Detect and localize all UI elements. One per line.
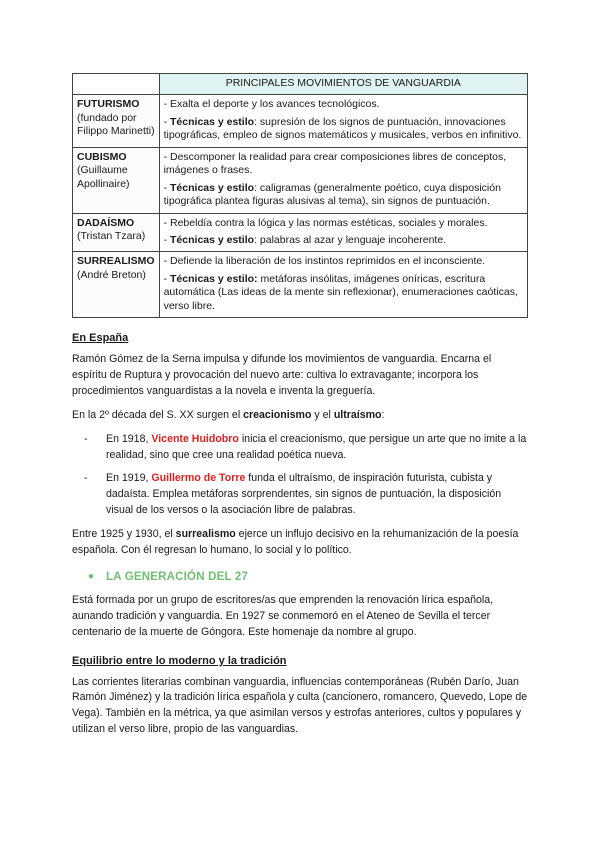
paragraph-surrealismo: [72, 527, 528, 559]
movement-line: - Exalta el deporte y los avances tecnológicos.: [163, 98, 380, 111]
text-run: :: [381, 408, 385, 421]
table-row: [73, 147, 528, 213]
technique-label: Técnicas y estilo: [170, 115, 255, 128]
movement-line: - Descomponer la realidad para crear composiciones libres de conceptos, imágenes o frases.: [163, 150, 507, 177]
paragraph-generation: Está formada por un grupo de escritores/as que emprenden la renovación lírica española, aunando tradición y vanguardia. En 1927 se conmemoró en el Ateneo de Sevilla el tercer centenario de la muerte de Góngora. Este homenaje da nombre al grupo.: [72, 593, 494, 638]
movement-name-cell: [73, 95, 160, 147]
table-corner-cell: [73, 74, 160, 95]
generation-heading: [88, 571, 528, 583]
text-run: En 1918,: [106, 432, 152, 445]
movement-author: (André Breton): [77, 268, 146, 281]
movement-name-cell: [73, 147, 160, 213]
text-run: Entre 1925 y 1930, el: [72, 528, 176, 541]
table-row: [73, 213, 528, 252]
table-row: [73, 252, 528, 318]
dash-prefix: -: [163, 181, 171, 194]
term-surrealismo: surrealismo: [175, 528, 236, 541]
movement-technique: [164, 234, 523, 247]
movement-name: DADAÍSMO: [77, 216, 135, 229]
text-run: ejerce un influjo decisivo en la rehumanización de la poesía española. Con él regresan lo humano, lo social y lo político.: [72, 528, 519, 557]
movement-author: (Guillaume Apollinaire): [77, 164, 130, 190]
bullet-icon: ●: [88, 571, 95, 583]
movement-technique: [164, 116, 523, 143]
technique-text: : palabras al azar y lenguaje incoherente.: [254, 233, 447, 246]
author-name-highlight: Guillermo de Torre: [151, 472, 246, 485]
movement-author: (fundado por Filippo Marinetti): [77, 111, 155, 138]
movement-line: - Defiende la liberación de los instintos reprimidos en el inconsciente.: [163, 255, 486, 268]
text-run: En 1919,: [106, 472, 152, 485]
dash-bullet: -: [84, 432, 88, 445]
movement-description-cell: [159, 147, 527, 213]
movement-line: - Rebeldía contra la lógica y las normas estéticas, sociales y morales.: [163, 216, 488, 229]
paragraph-gomez-serna: Ramón Gómez de la Serna impulsa y difunde los movimientos de vanguardia. Encarna el espíritu de Ruptura y provocación del nuevo arte: cultiva lo extravagante; incorpora los procedimientos vanguardistas a la novela e inventa la greguería.: [72, 353, 492, 397]
dash-prefix: -: [163, 115, 171, 128]
dash-prefix: -: [163, 272, 171, 285]
movement-description-cell: [159, 252, 527, 318]
term-ultraismo: ultraísmo: [333, 408, 382, 421]
text-run: En la 2º década del S. XX surgen el: [72, 408, 244, 421]
generation-title: LA GENERACIÓN DEL 27: [106, 570, 249, 583]
technique-label: Técnicas y estilo: [170, 181, 255, 194]
list-item: [84, 432, 528, 464]
technique-label: Técnicas y estilo:: [170, 272, 258, 285]
table-header-row: [73, 74, 528, 95]
table-row: [73, 95, 528, 147]
text-run: funda el ultraísmo, de inspiración futurista, cubista y dadaísta. Emplea metáforas sorprendentes, sin signos de puntuación, la disposición visual de los versos o la asociación libre de palabras.: [106, 472, 502, 517]
technique-text: metáforas insólitas, imágenes oníricas, escritura automática (Las ideas de la mente sin reflexionar), enumeraciones caóticas, verso libre.: [163, 272, 518, 312]
movement-name-cell: [73, 252, 160, 318]
term-creacionismo: creacionismo: [243, 408, 312, 421]
author-name-highlight: Vicente Huidobro: [151, 432, 239, 445]
movements-list: [72, 432, 528, 519]
movement-name: SURREALISMO: [77, 255, 155, 268]
text-run: y el: [311, 408, 334, 421]
paragraph-equilibrio: Las corrientes literarias combinan vanguardia, influencias contemporáneas (Rubén Darío, Juan Ramón Jiménez) y la tradición lírica española y culta (cancionero, romancero, Quevedo, Lope de Vega). También en la métrica, ya que asimilan versos y estrofas anteriores, cultos y populares y utilizan el verso libre, propio de las vanguardias.: [72, 675, 528, 736]
movement-description-cell: [159, 95, 527, 147]
section-heading-equilibrio: Equilibrio entre lo moderno y la tradición: [72, 654, 287, 667]
table-header: PRINCIPALES MOVIMIENTOS DE VANGUARDIA: [159, 74, 527, 95]
technique-label: Técnicas y estilo: [170, 233, 255, 246]
movement-technique: [164, 182, 523, 209]
movement-author: (Tristan Tzara): [77, 229, 146, 242]
section-heading-spain: En España: [72, 332, 129, 345]
movement-description-cell: [159, 213, 527, 252]
technique-text: : caligramas (generalmente poético, cuya disposición tipográfica plantea figuras alusivas al tema), sin signos de puntuación.: [163, 181, 501, 208]
list-item: [84, 471, 528, 519]
technique-text: : supresión de los signos de puntuación, innovaciones tipográficas, empleo de signos matemáticos y musicales, verbos en infinitivo.: [163, 115, 522, 142]
movements-table: [72, 73, 528, 318]
movement-name-cell: [73, 213, 160, 252]
document-page: [72, 73, 528, 746]
paragraph-decade: [72, 408, 528, 424]
dash-bullet: -: [84, 472, 88, 485]
movement-technique: [164, 273, 523, 313]
movement-name: CUBISMO: [77, 150, 127, 163]
movement-name: FUTURISMO: [77, 98, 140, 111]
text-run: inicia el creacionismo, que persigue un arte que no imite a la realidad, sino que cree una realidad poética nueva.: [106, 432, 527, 461]
dash-prefix: -: [163, 233, 171, 246]
